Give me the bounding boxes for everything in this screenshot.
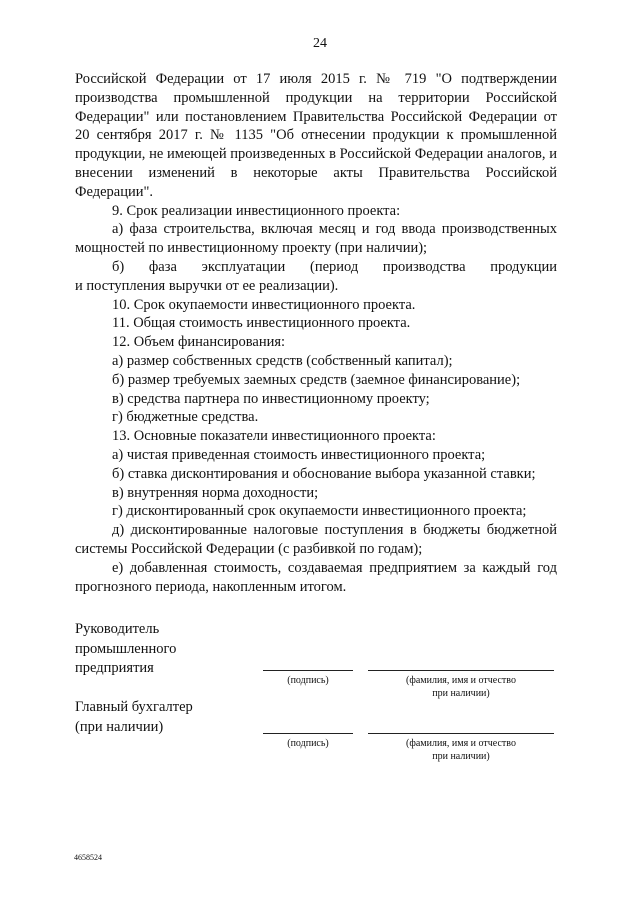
document-body [75, 70, 557, 596]
head-signature-caption: (подпись) [287, 675, 329, 686]
item-12d: г) бюджетные средства. [112, 409, 259, 426]
label-line: промышленного [75, 640, 177, 657]
head-name-caption [368, 674, 554, 700]
accountant-name-caption [368, 737, 554, 763]
label-line: предприятия [75, 660, 154, 676]
item-13e: д) дисконтированные налоговые поступления в бюджеты бюджетной системы Российской Федерации (с разбивкой по годам); [75, 522, 557, 557]
head-name-line [368, 670, 554, 671]
accountant-signature-caption: (подпись) [287, 738, 329, 749]
item-13c: в) внутренняя норма доходности; [112, 484, 319, 501]
item-13: 13. Основные показатели инвестиционного проекта: [112, 428, 436, 445]
item-11: 11. Общая стоимость инвестиционного проекта. [112, 315, 411, 332]
item-9b-line2: и поступления выручки от ее реализации). [75, 277, 339, 294]
accountant-signature-line [263, 733, 353, 734]
paragraph-continuation: Российской Федерации от 17 июля 2015 г. № 719 "О подтверждении производства промышленной продукции на территории Российской Федерации" или постановлением Правительства Российской Федерации от 20 сентября 2017 г. № 1135 "Об отнесении продукции к промышленной продукции, не имеющей произведенных в Российской Федерации аналогов, и внесении изменений в некоторые акты Правительства Российской Федерации". [75, 71, 557, 200]
item-10: 10. Срок окупаемости инвестиционного проекта. [112, 296, 416, 313]
label-line: Руководитель [75, 621, 160, 637]
item-12a: а) размер собственных средств (собственный капитал); [112, 352, 453, 369]
item-12b: б) размер требуемых заемных средств (заемное финансирование); [112, 371, 521, 388]
caption-line: при наличии) [432, 751, 490, 762]
item-13b: б) ставка дисконтирования и обоснование выбора указанной ставки; [112, 465, 536, 482]
head-signatory-label [75, 620, 176, 679]
caption-line: при наличии) [432, 688, 490, 699]
label-line: Главный бухгалтер [75, 699, 193, 715]
caption-line: (фамилия, имя и отчество [406, 738, 516, 749]
item-9b-line1: б) фаза эксплуатации (период производства продукции [112, 258, 557, 275]
item-13a: а) чистая приведенная стоимость инвестиционного проекта; [112, 446, 486, 463]
item-13d: г) дисконтированный срок окупаемости инвестиционного проекта; [112, 503, 527, 520]
label-line: (при наличии) [75, 718, 164, 735]
item-12c: в) средства партнера по инвестиционному проекту; [112, 390, 430, 407]
caption-line: (фамилия, имя и отчество [406, 675, 516, 686]
item-9: 9. Срок реализации инвестиционного проекта: [112, 202, 401, 219]
accountant-name-line [368, 733, 554, 734]
head-signature-line [263, 670, 353, 671]
document-code: 4658524 [74, 853, 102, 862]
item-12: 12. Объем финансирования: [112, 334, 286, 351]
accountant-signatory-label [75, 698, 193, 737]
page-number: 24 [313, 36, 327, 51]
item-13f: е) добавленная стоимость, создаваемая предприятием за каждый год прогнозного периода, накопленным итогом. [75, 559, 557, 595]
item-9a: а) фаза строительства, включая месяц и год ввода производственных мощностей по инвестиционному проекту (при наличии); [75, 221, 557, 257]
